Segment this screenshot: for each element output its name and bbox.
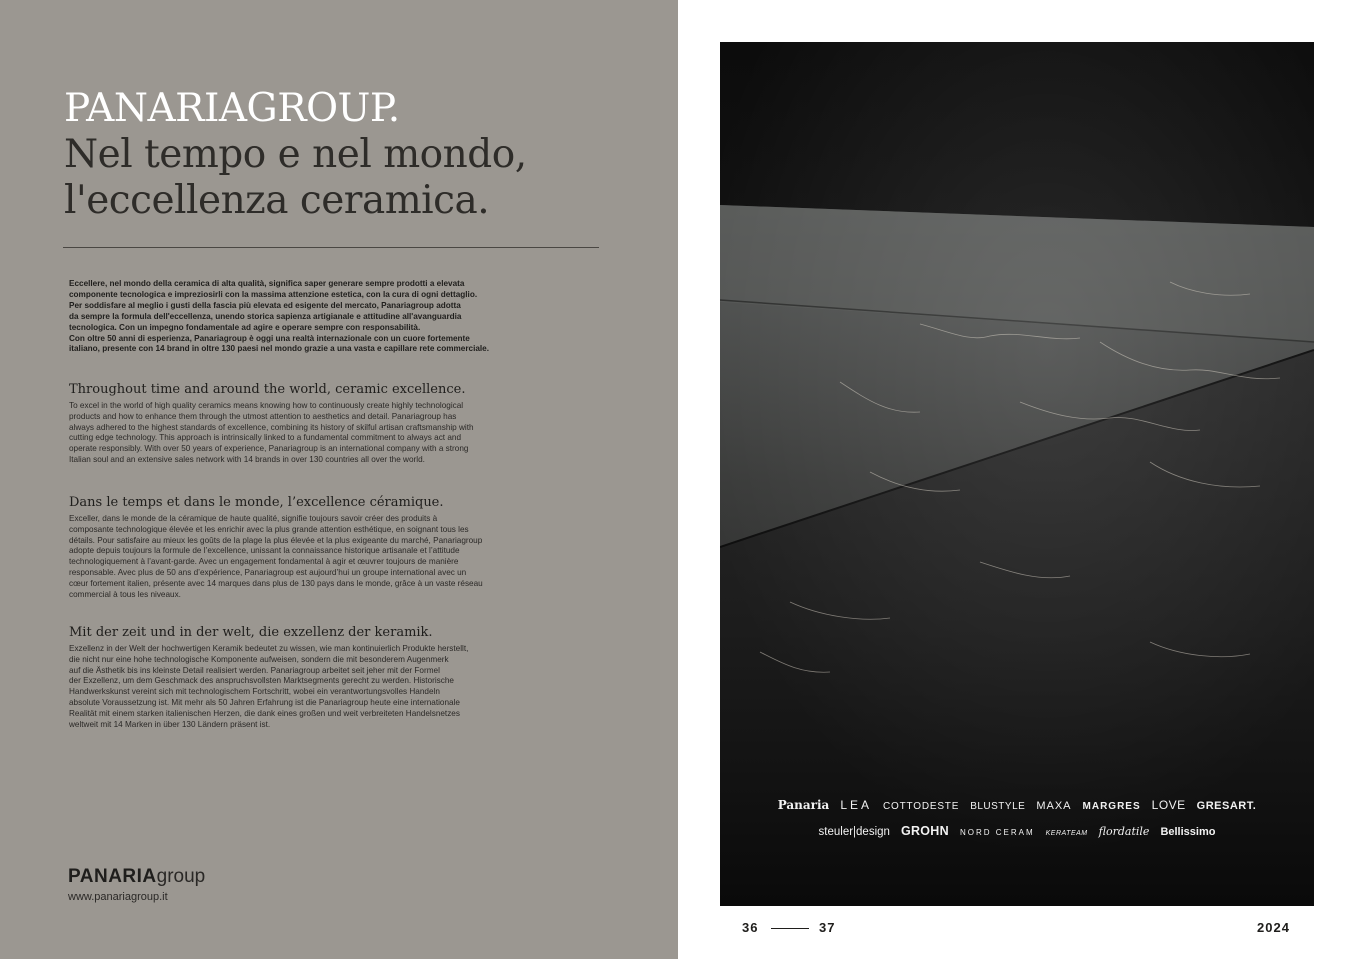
body-line: always adhered to the highest standards of excellence, combining its history of skilful artisan craftsmanship with [69, 422, 474, 432]
section-english [69, 382, 559, 466]
brand-bellissimo: Bellissimo [1160, 826, 1216, 838]
brand-kerateam: KERATEAM [1045, 830, 1088, 837]
intro-line: tecnologica. Con un impegno fondamentale ad agire e operare sempre con responsabilità. [69, 322, 421, 332]
headline-brand: PANARIAGROUP. [64, 86, 400, 131]
intro-line: da sempre la formula dell'eccellenza, unendo storica sapienza artigianale e attitudine all'avanguardia [69, 311, 462, 321]
body-line: Handwerkskunst vereint sich mit technologischem Fortschritt, wobei ein verantwortungsvolles Handeln [69, 687, 440, 697]
body-line: cutting edge technology. This approach is intrinsically linked to a fundamental commitment to always act and [69, 433, 461, 443]
folio-divider [771, 928, 809, 929]
section-heading: Throughout time and around the world, ceramic excellence. [69, 382, 466, 397]
body-line: composante technologique élevée et les enrichir avec la plus grande attention esthétique, en soignant tous les [69, 524, 469, 534]
logo-bold: PANARIA [68, 866, 157, 887]
brand-lea: LEA [840, 798, 873, 812]
brand-flordatile: flordatile [1098, 825, 1150, 838]
body-line: products and how to enhance them through the utmost attention to aesthetics and detail. Panariagroup has [69, 411, 457, 421]
intro-line: componente tecnologica e impreziosirli con la massima attenzione estetica, con la cura di ogni dettaglio. [69, 289, 478, 299]
brand-grohn: GROHN [900, 824, 949, 838]
brand-steuler: steuler|design [818, 826, 890, 838]
brand-nordceram: NORD CERAM [959, 828, 1035, 837]
section-heading: Dans le temps et dans le monde, l’excellence céramique. [69, 495, 444, 510]
intro-paragraph-it [69, 279, 559, 355]
panariagroup-logo [68, 866, 205, 888]
brand-gresart: GRESART. [1196, 800, 1257, 812]
body-line: weltweit mit 14 Marken in über 130 Ländern präsent ist. [69, 719, 271, 729]
floor-image [720, 42, 1314, 906]
page-number-left: 36 [742, 920, 759, 935]
headline [64, 86, 624, 224]
brands-row-1 [720, 798, 1314, 812]
section-french [69, 495, 559, 600]
body-line: To excel in the world of high quality ceramics means knowing how to continuously create highly technological [69, 401, 464, 410]
body-line: détails. Pour satisfaire au mieux les goûts de la plage la plus élevée et la plus exigeante du marché, Panariagroup [69, 535, 483, 545]
section-body [69, 514, 559, 600]
intro-line: Eccellere, nel mondo della ceramica di alta qualità, significa saper generare sempre prodotti a elevata [69, 279, 465, 288]
body-line: auf die Ästhetik bis ins kleinste Detail realisiert werden. Panariagroup arbeitet seit jeher mit der Formel [69, 665, 440, 675]
brand-love: LOVE [1151, 798, 1186, 812]
body-line: technologiquement à l’avant-garde. Avec un engagement fondamental à agir et œuvrer toujours de manière [69, 557, 459, 567]
website-link[interactable]: www.panariagroup.it [68, 891, 168, 903]
section-body [69, 644, 559, 730]
logo-light: group [156, 866, 206, 887]
body-line: Exzellenz in der Welt der hochwertigen Keramik bedeutet zu wissen, wie man kontinuierlich Produkte herstellt, [69, 644, 469, 653]
body-line: responsable. Avec plus de 50 ans d’expérience, Panariagroup est aujourd’hui un groupe international avec un [69, 567, 467, 577]
body-line: operate responsibly. With over 50 years of experience, Panariagroup is an international company with a strong [69, 444, 469, 454]
year-label: 2024 [1257, 920, 1290, 935]
divider [63, 247, 599, 248]
body-line: cœur fortement italien, présente avec 14 marques dans plus de 130 pays dans le monde, grâce à un vaste réseau [69, 578, 483, 588]
page-number-right: 37 [819, 920, 836, 935]
brand-maxa: MAXA [1036, 800, 1072, 812]
section-german [69, 625, 559, 730]
headline-line3: l'eccellenza ceramica. [64, 178, 490, 223]
body-line: commercial à tous les niveaux. [69, 589, 181, 599]
intro-line: italiano, presente con 14 brand in oltre 130 paesi nel mondo grazie a una vasta e capillare rete commerciale. [69, 344, 489, 354]
brand-blustyle: BLUSTYLE [970, 801, 1026, 812]
body-line: Italian soul and an extensive sales network with 14 brands in over 130 countries all over the world. [69, 454, 425, 464]
intro-line: Con oltre 50 anni di esperienza, Panariagroup è oggi una realtà internazionale con un cuore fortemente [69, 333, 470, 343]
brand-cottodeste: COTTODESTE [883, 801, 960, 812]
body-line: Realität mit einem starken italienischen Herzen, die dank eines großen und weit verbreiteten Handelsnetzes [69, 708, 460, 718]
body-line: absolute Voraussetzung ist. Mit mehr als 50 Jahren Erfahrung ist die Panariagroup heute eine internationale [69, 697, 460, 707]
body-line: Exceller, dans le monde de la céramique de haute qualité, signifie toujours savoir créer des produits à [69, 514, 438, 523]
brand-panaria: Panaria [777, 798, 830, 812]
body-line: adopte depuis toujours la formule de l’excellence, unissant la connaissance historique artisanale et l’attitude [69, 546, 460, 556]
body-line: die nicht nur eine hohe technologische Komponente aufweisen, sondern die mit besonderem Augenmerk [69, 654, 449, 664]
body-line: der Exzellenz, um dem Geschmack des anspruchsvollsten Marktsegments gerecht zu werden. Historische [69, 676, 454, 686]
brands-row-2 [720, 824, 1314, 838]
headline-line2: Nel tempo e nel mondo, [64, 132, 527, 177]
section-body [69, 401, 559, 466]
intro-line: Per soddisfare al meglio i gusti della fascia più elevata ed esigente del mercato, Panariagroup adotta [69, 300, 461, 310]
stone-floor-photo [720, 42, 1314, 906]
brand-margres: MARGRES [1082, 801, 1141, 812]
section-heading: Mit der zeit und in der welt, die exzellenz der keramik. [69, 625, 433, 640]
